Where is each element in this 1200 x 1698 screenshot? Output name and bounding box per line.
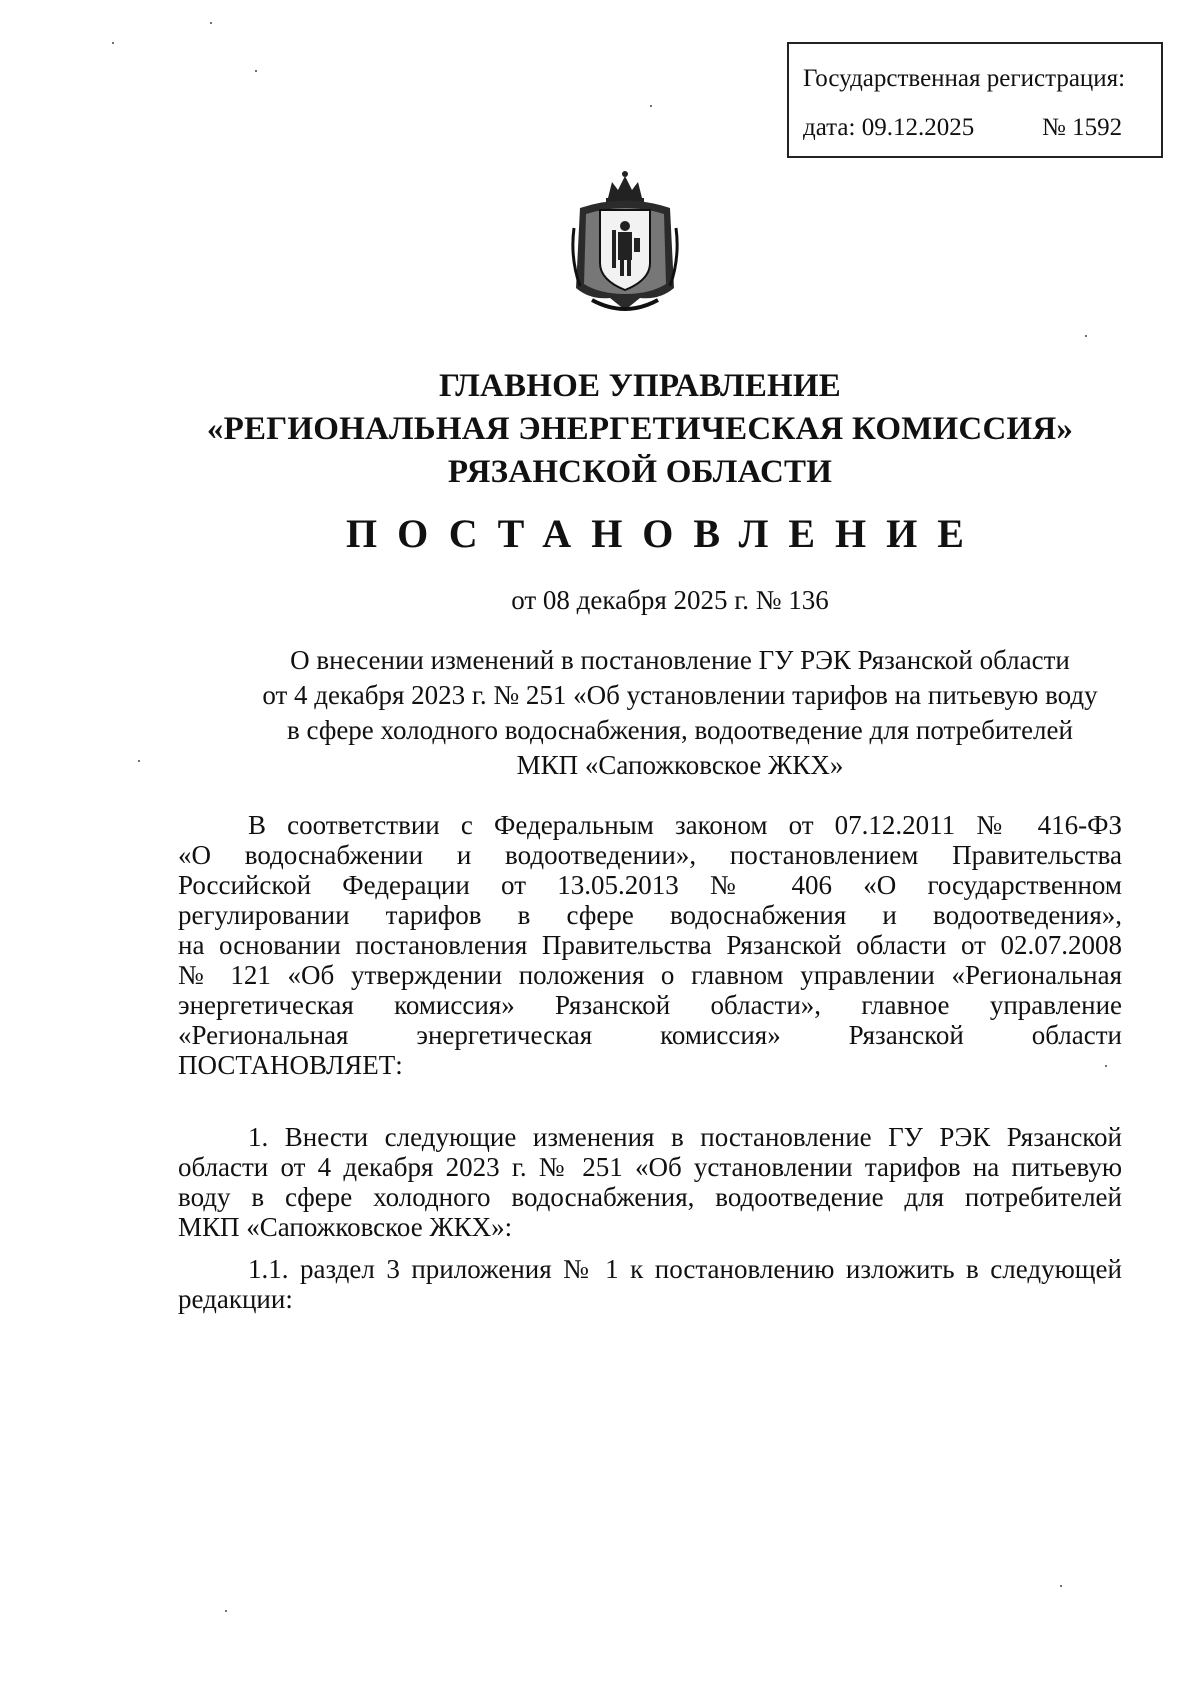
scan-speck: [210, 22, 212, 24]
text-line: 1.1. раздел 3 приложения № 1 к постановлению изложить в следующей: [248, 1254, 1122, 1284]
subject-line: О внесении изменений в постановление ГУ РЭК Рязанской области: [290, 645, 1070, 675]
text-line: ПОСТАНОВЛЯЕТ:: [178, 1050, 403, 1080]
scan-speck: [112, 42, 114, 44]
registration-label: Государственная регистрация:: [803, 65, 1126, 92]
scan-speck: [225, 1610, 227, 1612]
coat-of-arms-icon: [570, 168, 680, 318]
agency-name-line-2: «РЕГИОНАЛЬНАЯ ЭНЕРГЕТИЧЕСКАЯ КОМИССИЯ»: [206, 411, 1074, 447]
text-line: регулировании тарифов в сфере водоснабжения и водоотведения»,: [178, 900, 1122, 930]
item-1-1-paragraph: [178, 1254, 1122, 1314]
scan-speck: [1085, 335, 1087, 337]
text-line: редакции:: [178, 1284, 293, 1314]
decree-subject: [180, 643, 1180, 783]
subject-line: от 4 декабря 2023 г. № 251 «Об установлении тарифов на питьевую воду: [262, 680, 1098, 710]
subject-line: МКП «Сапожковское ЖКХ»: [516, 750, 844, 780]
text-line: «О водоснабжении и водоотведении», постановлением Правительства: [178, 840, 1122, 870]
text-line: энергетическая комиссия» Рязанской области», главное управление: [178, 990, 1122, 1020]
scan-speck: [1060, 1585, 1062, 1587]
registration-date: дата: 09.12.2025: [803, 114, 975, 141]
scan-speck: [138, 760, 140, 762]
text-line: области от 4 декабря 2023 г. № 251 «Об установлении тарифов на питьевую: [178, 1152, 1122, 1182]
text-line: МКП «Сапожковское ЖКХ»:: [178, 1212, 513, 1242]
scan-speck: [650, 105, 652, 107]
text-line: В соответствии с Федеральным законом от 07.12.2011 № 416-ФЗ: [248, 810, 1122, 840]
text-line: 1. Внести следующие изменения в постановление ГУ РЭК Рязанской: [248, 1122, 1122, 1152]
item-1-paragraph: [178, 1122, 1122, 1242]
decree-date-number: от 08 декабря 2025 г. № 136: [511, 585, 829, 615]
text-line: воду в сфере холодного водоснабжения, водоотведение для потребителей: [178, 1182, 1122, 1212]
subject-line: в сфере холодного водоснабжения, водоотведение для потребителей: [287, 715, 1073, 745]
state-registration-box: [787, 42, 1163, 158]
agency-name-line-1: ГЛАВНОЕ УПРАВЛЕНИЕ: [438, 368, 841, 404]
agency-name-line-3: РЯЗАНСКОЙ ОБЛАСТИ: [447, 454, 833, 490]
document-type-title: ПОСТАНОВЛЕНИЕ: [346, 511, 984, 556]
text-line: Российской Федерации от 13.05.2013 № 406 «О государственном: [178, 870, 1122, 900]
scan-speck: [255, 70, 257, 72]
preamble-paragraph: [178, 810, 1122, 1080]
registration-number: № 1592: [1042, 114, 1123, 141]
text-line: № 121 «Об утверждении положения о главном управлении «Региональная: [178, 960, 1122, 990]
text-line: «Региональная энергетическая комиссия» Рязанской области: [178, 1020, 1122, 1050]
text-line: на основании постановления Правительства Рязанской области от 02.07.2008: [178, 930, 1122, 960]
